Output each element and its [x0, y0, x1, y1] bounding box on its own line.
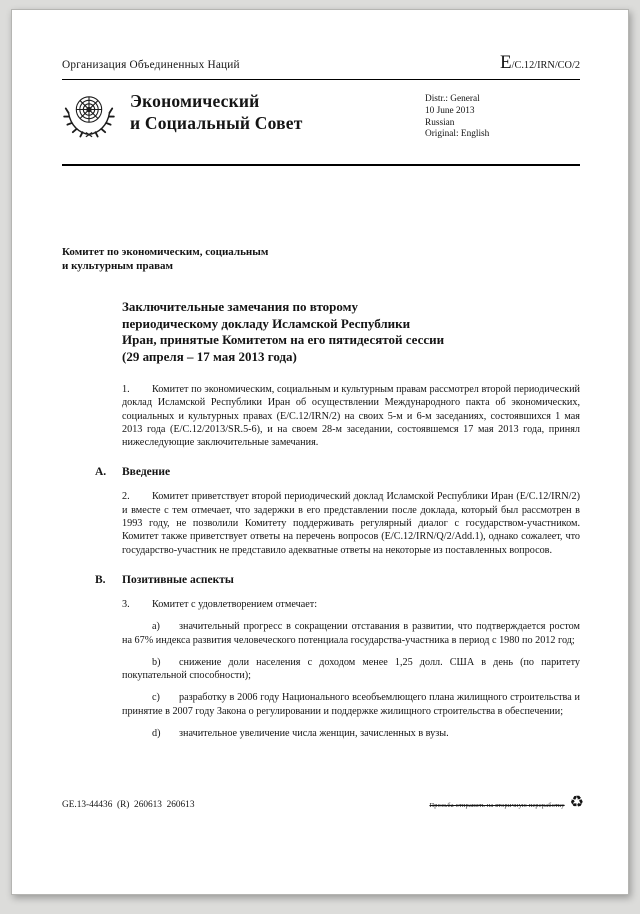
paragraph-text: Комитет приветствует второй периодический доклад Исламской Республики Иран (E/C.12/IRN/2) и вместе с тем отмечает, что задержки в его представлении после доклада, который был рассмотрен в 1993 году, не позволили Комитету поддерживать регулярный диалог с государством-участником. Комитет также приветствует ответы на перечень вопросов (E/C.12/IRN/Q/2/Add.1), однако сожалеет, что государство-участник не представило адекватные ответы на некоторые из поставленных вопросов.: [122, 491, 580, 556]
list-item-d: [122, 727, 580, 740]
original-language-line: Original: English: [425, 129, 490, 140]
document-title: [122, 299, 580, 365]
paragraph-number: 3.: [122, 598, 130, 610]
un-emblem-icon: [62, 88, 118, 148]
paragraph-text: Комитет по экономическим, социальным и культурным правам рассмотрел второй периодический доклад Исламской Республики Иран об осуществлении Международного пакта об экономических, социальных и культурных правах (E/C.12/IRN/2) на своих 5-м и 6-м заседаниях, состоявшихся 1 мая 2013 года (E/C.12/2013/SR.5-6), и на своем 28-м заседании, состоявшемся 17 мая 2013 года, принял нижеследующие заключительные замечания.: [122, 384, 580, 449]
list-item-c: [122, 691, 580, 718]
document-page: [11, 9, 629, 895]
committee-name-line2: и культурным правам: [62, 259, 173, 272]
document-reference: GE.13-44436 (R) 260613 260613: [62, 800, 195, 810]
document-title-line: Заключительные замечания по второму: [122, 299, 358, 314]
date-line: 10 June 2013: [425, 105, 475, 116]
council-title: [118, 88, 425, 134]
language-line: Russian: [425, 117, 455, 128]
list-item-text: значительный прогресс в сокращении отставания в развитии, что подтверждается ростом на 67% индекса развития человеческого потенциала государства-участника в период с 1980 по 2012 год;: [122, 621, 580, 646]
list-item-text: разработку в 2006 году Национального всеобъемлющего плана жилищного строительства и принятие в 2007 году Закона о регулировании и поддержке жилищного строительства в обеспечении;: [122, 692, 580, 717]
list-item-b: [122, 656, 580, 683]
section-heading-a: [95, 466, 580, 478]
page-footer: [62, 794, 584, 813]
section-letter: A.: [95, 466, 107, 479]
section-heading-b: [95, 574, 580, 586]
document-symbol: [500, 52, 580, 74]
document-title-line: Иран, принятые Комитетом на его пятидесятой сессии: [122, 332, 445, 347]
paragraph-3: [122, 598, 580, 611]
document-symbol-letter: E: [500, 52, 512, 73]
committee-name: [62, 246, 580, 273]
recycle-note: Просьба отправить на вторичную переработку: [429, 801, 565, 809]
masthead: [62, 88, 580, 166]
organization-name: Организация Объединенных Наций: [62, 59, 240, 71]
paragraph-2: [122, 490, 580, 556]
list-item-label: a): [152, 621, 160, 633]
document-title-line: (29 апреля – 17 мая 2013 года): [122, 348, 297, 364]
list-item-a: [122, 620, 580, 647]
recycle-icon: ♻: [569, 794, 584, 811]
paragraph-text: Комитет с удовлетворением отмечает:: [152, 598, 318, 610]
list-item-text: значительное увеличение числа женщин, зачисленных в вузы.: [179, 728, 449, 740]
paragraph-1: [122, 383, 580, 449]
top-header-row: [62, 52, 580, 80]
committee-name-line1: Комитет по экономическим, социальным: [62, 246, 269, 258]
council-title-line1: Экономический: [130, 91, 260, 111]
list-item-text: снижение доли населения с доходом менее 1,25 долл. США в день (по паритету покупательной способности);: [122, 656, 580, 682]
distr-line: Distr.: General: [425, 94, 480, 104]
document-symbol-number: /C.12/IRN/CO/2: [511, 60, 580, 71]
distribution-block: [425, 88, 580, 141]
list-item-label: b): [152, 656, 161, 668]
list-item-label: c): [152, 692, 160, 704]
recycle-note-wrap: [429, 794, 584, 813]
council-title-line2: и Социальный Совет: [130, 113, 303, 133]
paragraph-number: 2.: [122, 491, 130, 503]
section-letter: B.: [95, 573, 106, 586]
section-title: Введение: [122, 466, 171, 479]
section-title: Позитивные аспекты: [122, 573, 234, 586]
list-item-label: d): [152, 728, 161, 740]
document-title-line: периодическому докладу Исламской Республики: [122, 315, 411, 331]
paragraph-number: 1.: [122, 384, 130, 395]
